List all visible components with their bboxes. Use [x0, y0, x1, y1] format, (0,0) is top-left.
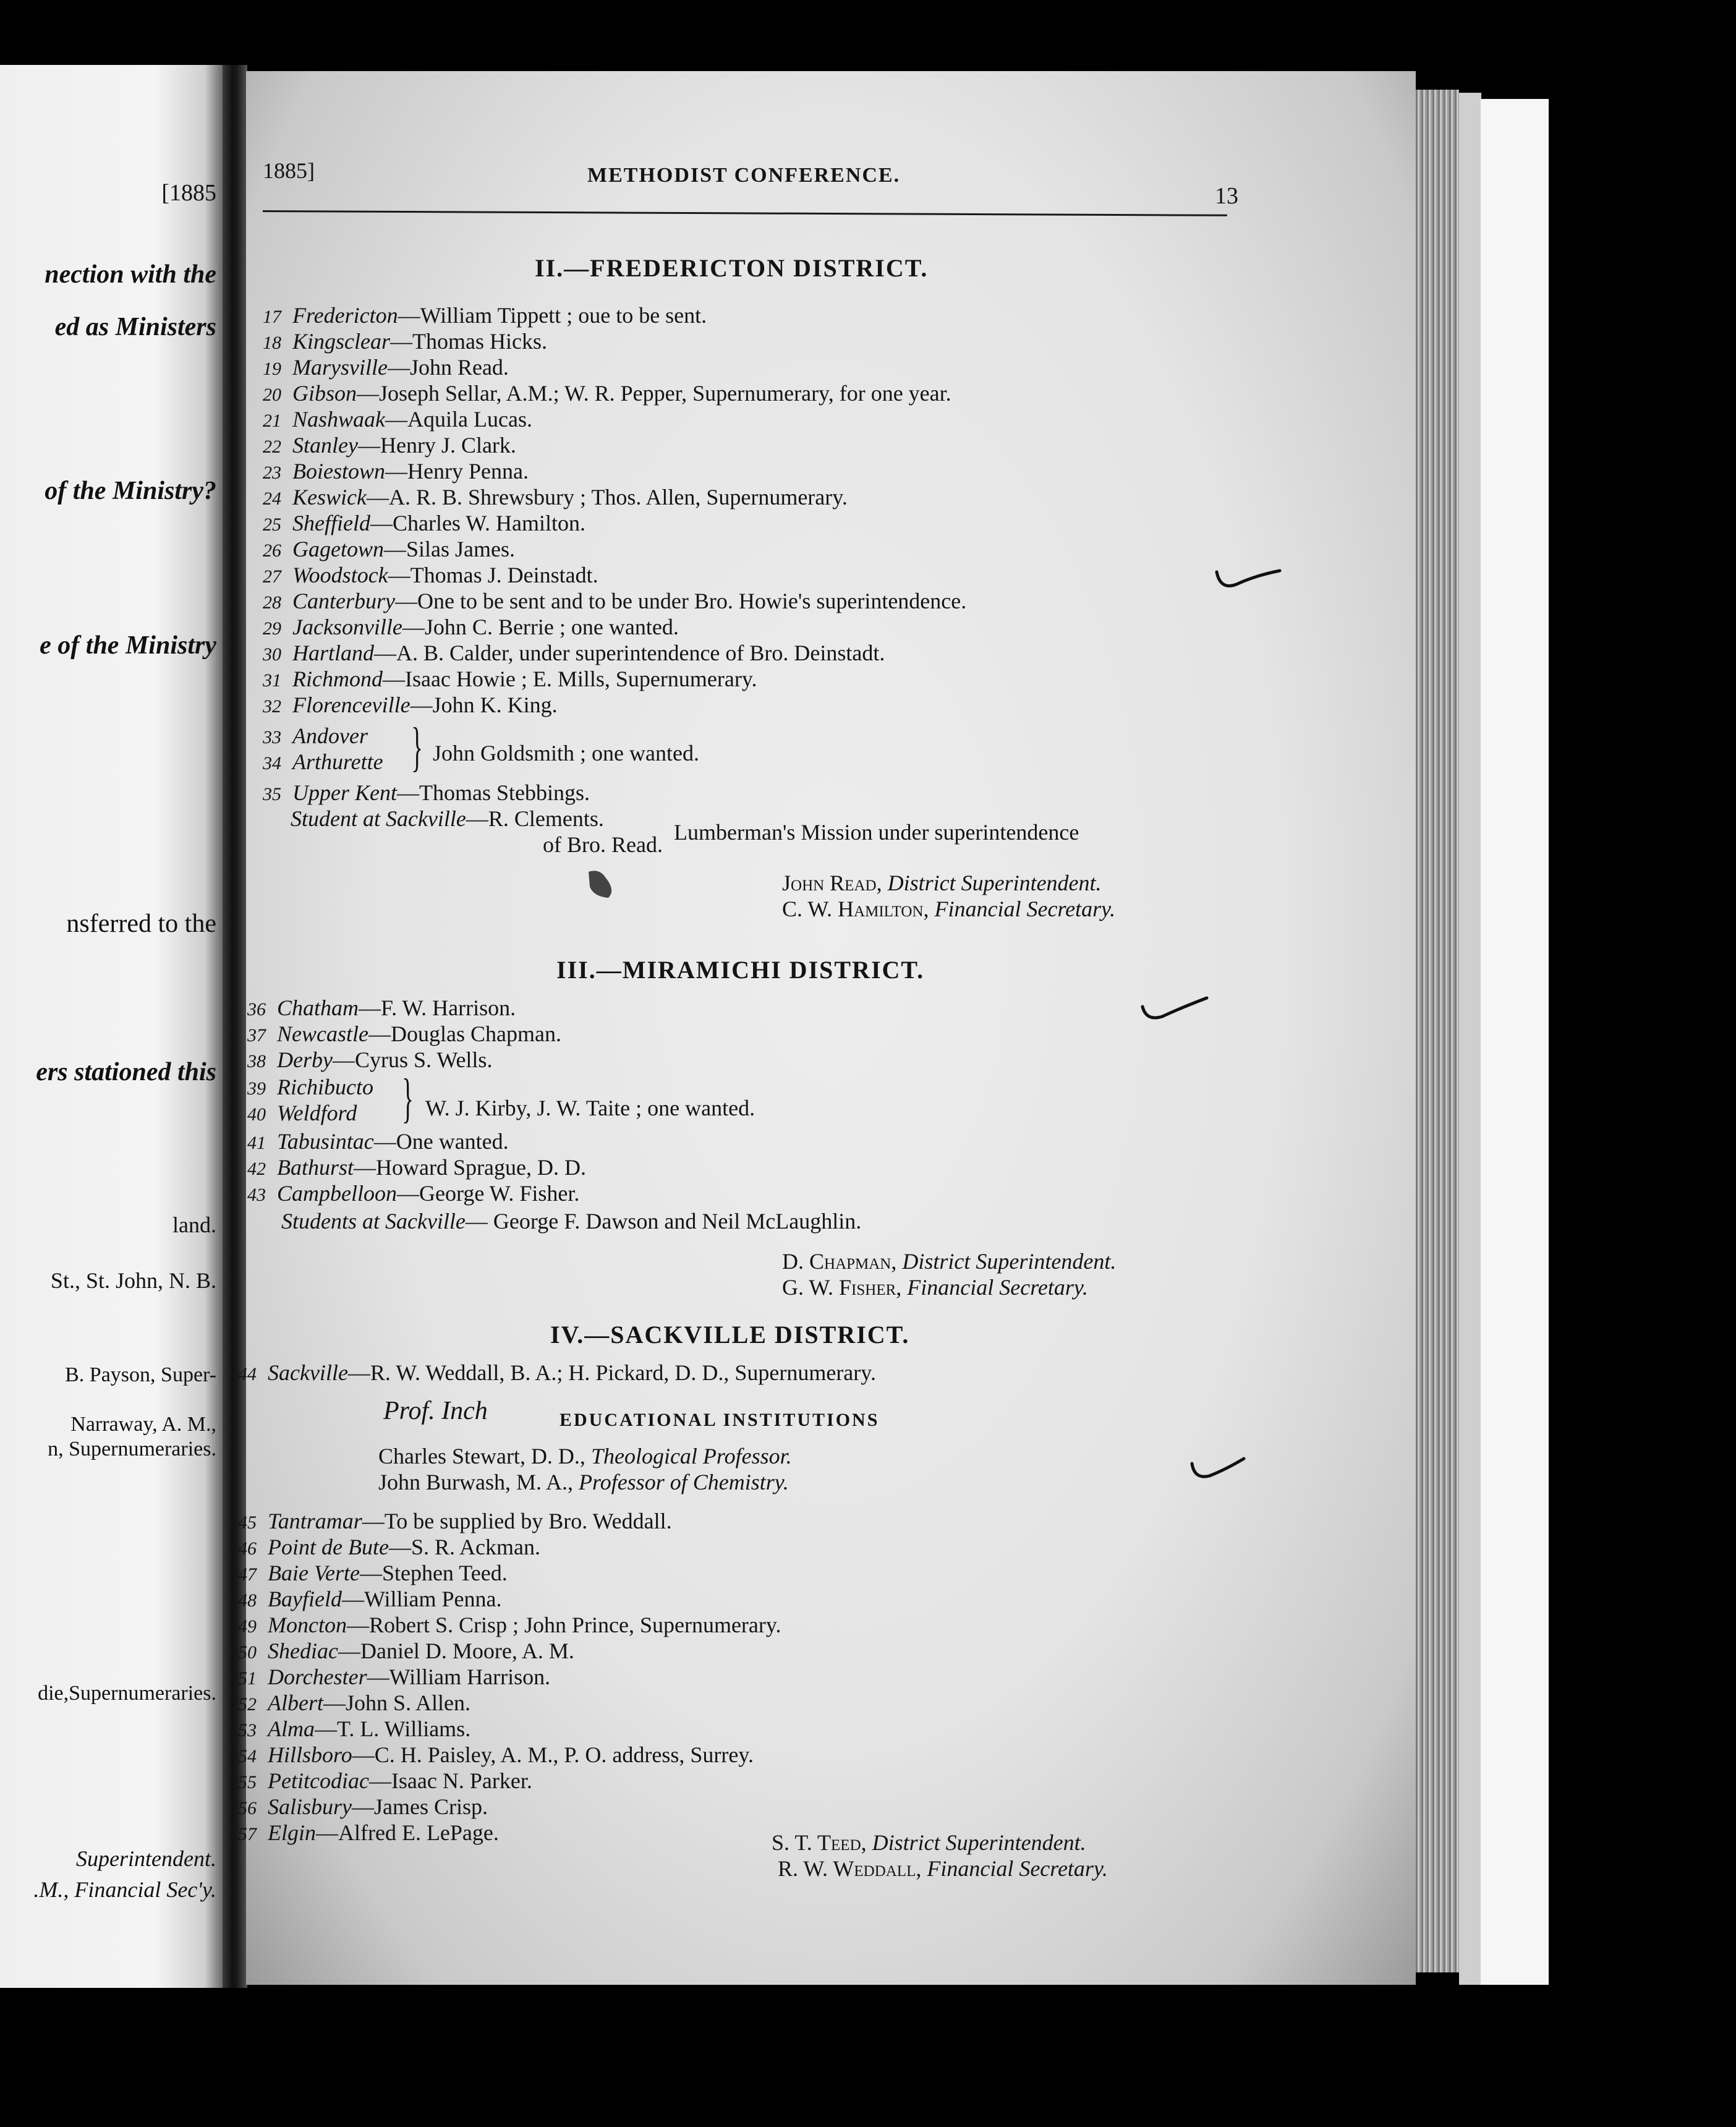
- station-text: —A. R. B. Shrewsbury ; Thos. Allen, Supernumerary.: [366, 485, 848, 509]
- entry-number: 21: [263, 411, 281, 431]
- station-text: —One to be sent and to be under Bro. Howie's superintendence.: [395, 589, 967, 613]
- ink-blot-icon: [581, 866, 618, 903]
- station-name: Upper Kent: [292, 780, 397, 805]
- entry-number: 45: [238, 1512, 257, 1533]
- professor-entry: [378, 1470, 789, 1494]
- district-heading: III.—MIRAMICHI DISTRICT.: [556, 956, 925, 984]
- left-page-line: n, Supernumeraries.: [48, 1438, 216, 1460]
- station-entry: [247, 1181, 579, 1208]
- entry-number: 56: [238, 1798, 257, 1818]
- station-entry: [263, 329, 547, 356]
- station-entry: [263, 485, 848, 511]
- station-entry: [263, 303, 707, 330]
- entry-number: 54: [238, 1746, 257, 1767]
- station-name: Dorchester: [268, 1665, 367, 1689]
- entry-number: 51: [238, 1668, 257, 1689]
- left-page-line: of the Ministry?: [45, 477, 216, 505]
- district-superintendent: [782, 871, 1102, 895]
- station-text: —Stephen Teed.: [359, 1561, 508, 1585]
- station-text: —Henry Penna.: [385, 459, 529, 484]
- entry-number: 22: [263, 437, 281, 457]
- station-name: Salisbury: [268, 1794, 352, 1819]
- entry-number: 39: [247, 1078, 266, 1099]
- station-text: —William Penna.: [341, 1587, 502, 1611]
- mission-note: Lumberman's Mission under superintendence: [674, 820, 1079, 845]
- station-name: Albert: [268, 1690, 323, 1715]
- left-page-line: ers stationed this: [36, 1058, 216, 1086]
- student-text: — George F. Dawson and Neil McLaughlin.: [465, 1209, 862, 1234]
- station-name: Andover: [292, 723, 368, 748]
- station-name: Chatham: [277, 995, 359, 1020]
- station-entry: [263, 511, 585, 537]
- station-name: Marysville: [292, 355, 388, 380]
- left-page-line: Narraway, A. M.,: [70, 1413, 216, 1436]
- entry-number: 35: [263, 784, 281, 804]
- entry-number: 27: [263, 566, 281, 587]
- entry-number: 18: [263, 333, 281, 353]
- station-text: —To be supplied by Bro. Weddall.: [362, 1509, 672, 1533]
- signature-role: Financial Secretary.: [934, 897, 1116, 921]
- entry-number: 32: [263, 696, 281, 717]
- station-text: —Daniel D. Moore, A. M.: [338, 1639, 574, 1663]
- station-entry: [238, 1561, 508, 1587]
- signature-name: G. W. Fisher,: [782, 1275, 902, 1300]
- entry-number: 33: [263, 727, 281, 748]
- station-name: Baie Verte: [268, 1561, 360, 1585]
- station-name: Stanley: [292, 433, 358, 458]
- financial-secretary: [782, 897, 1115, 921]
- entry-number: 46: [238, 1538, 257, 1559]
- station-name: Woodstock: [292, 563, 388, 587]
- station-entry: [263, 589, 966, 615]
- signature-role: District Superintendent.: [902, 1249, 1117, 1274]
- entry-number: 24: [263, 488, 281, 509]
- professor-role: Theological Professor.: [590, 1444, 792, 1468]
- station-entry: [263, 693, 558, 719]
- entry-number: 41: [247, 1133, 266, 1153]
- entry-number: 34: [263, 753, 281, 774]
- page-edge-strip: [1481, 99, 1549, 1985]
- signature-role: Financial Secretary.: [927, 1856, 1108, 1881]
- signature-name: R. W. Weddall,: [778, 1856, 922, 1881]
- entry-number: 31: [263, 670, 281, 691]
- professor-name: John Burwash, M. A.,: [378, 1470, 574, 1494]
- station-name: Jacksonville: [292, 615, 402, 639]
- station-entry: [238, 1742, 754, 1769]
- station-name: Gagetown: [292, 537, 384, 561]
- page-number: 13: [1215, 183, 1238, 209]
- station-entry: [263, 563, 598, 589]
- station-entry: [247, 1047, 492, 1074]
- station-text: —Douglas Chapman.: [368, 1021, 561, 1046]
- entry-number: 55: [238, 1772, 257, 1792]
- station-entry: [247, 1021, 561, 1048]
- station-name: Gibson: [292, 381, 357, 406]
- entry-number: 37: [247, 1025, 266, 1046]
- station-text: —Charles W. Hamilton.: [370, 511, 585, 535]
- braced-text: John Goldsmith ; one wanted.: [433, 741, 699, 765]
- station-entry: [238, 1794, 488, 1821]
- station-entry: [238, 1360, 876, 1387]
- station-entry: [247, 1155, 586, 1182]
- financial-secretary: [782, 1275, 1088, 1300]
- entry-number: 42: [247, 1159, 266, 1179]
- station-text: —Howard Sprague, D. D.: [354, 1155, 586, 1180]
- entry-number: 57: [238, 1824, 257, 1844]
- left-page-line: die,Supernumeraries.: [38, 1682, 216, 1705]
- station-name: Weldford: [277, 1101, 357, 1125]
- check-mark-icon: [1212, 560, 1286, 597]
- braced-text: W. J. Kirby, J. W. Taite ; one wanted.: [425, 1096, 755, 1120]
- station-text: —F. W. Harrison.: [359, 995, 516, 1020]
- station-text: —One wanted.: [373, 1129, 509, 1154]
- entry-number: 29: [263, 618, 281, 639]
- station-entry: [238, 1613, 781, 1639]
- left-page-line: nsferred to the: [66, 910, 216, 938]
- entry-number: 48: [238, 1590, 257, 1611]
- mission-note-cont: of Bro. Read.: [543, 832, 663, 857]
- station-name: Tantramar: [268, 1509, 362, 1533]
- signature-name: S. T. Teed,: [772, 1830, 867, 1855]
- student-entry: [281, 1209, 861, 1234]
- station-text: —William Harrison.: [367, 1665, 551, 1689]
- entry-number: 23: [263, 462, 281, 483]
- left-page-line: St., St. John, N. B.: [50, 1268, 216, 1293]
- professor-entry: [378, 1444, 792, 1468]
- station-name: Boiestown: [292, 459, 385, 484]
- left-facing-page: [0, 65, 223, 1988]
- left-page-line: e of the Ministry: [40, 631, 216, 660]
- check-mark-icon: [1187, 1450, 1249, 1487]
- signature-role: District Superintendent.: [887, 871, 1102, 895]
- station-entry: [263, 407, 532, 433]
- station-text: —John K. King.: [410, 693, 558, 717]
- station-entry: [263, 641, 885, 667]
- station-name: Sheffield: [292, 511, 370, 535]
- station-name: Nashwaak: [292, 407, 386, 432]
- district-heading: II.—FREDERICTON DISTRICT.: [535, 254, 929, 282]
- station-entry: [238, 1820, 499, 1847]
- station-text: —A. B. Calder, under superintendence of Bro. Deinstadt.: [374, 641, 885, 665]
- station-entry: [263, 667, 757, 693]
- station-text: —Henry J. Clark.: [357, 433, 516, 458]
- station-name: Kingsclear: [292, 329, 390, 354]
- station-text: —R. W. Weddall, B. A.; H. Pickard, D. D., Supernumerary.: [347, 1360, 876, 1385]
- entry-number: 47: [238, 1564, 257, 1585]
- station-entry: [238, 1690, 470, 1717]
- entry-number: 52: [238, 1694, 257, 1715]
- entry-number: 53: [238, 1720, 257, 1741]
- station-text: —John C. Berrie ; one wanted.: [402, 615, 679, 639]
- station-name: Hillsboro: [268, 1742, 352, 1767]
- check-mark-icon: [1138, 989, 1212, 1026]
- station-name: Richmond: [292, 667, 383, 691]
- station-entry: [263, 537, 515, 563]
- station-entry: [263, 381, 951, 407]
- station-text: —Isaac N. Parker.: [368, 1768, 532, 1793]
- station-name: Campbelloon: [277, 1181, 397, 1206]
- page-edge-strip: [1459, 93, 1481, 1985]
- entry-number: 44: [238, 1364, 257, 1384]
- entry-number: 19: [263, 359, 281, 379]
- page-edges: [1416, 90, 1459, 1972]
- station-text: —T. L. Williams.: [315, 1716, 471, 1741]
- station-entry: [263, 433, 516, 459]
- signature-role: District Superintendent.: [872, 1830, 1086, 1855]
- entry-number: 49: [238, 1616, 257, 1637]
- station-text: —James Crisp.: [352, 1794, 488, 1819]
- station-entry: [263, 749, 383, 776]
- station-text: —John S. Allen.: [323, 1690, 471, 1715]
- station-text: —Silas James.: [384, 537, 515, 561]
- station-name: Alma: [268, 1716, 315, 1741]
- left-page-header: [1885: [161, 180, 216, 206]
- professor-name: Charles Stewart, D. D.,: [378, 1444, 585, 1468]
- entry-number: 28: [263, 592, 281, 613]
- station-text: —Alfred E. LePage.: [316, 1820, 499, 1845]
- brace: }: [402, 1068, 414, 1128]
- station-entry: [263, 615, 679, 641]
- entry-number: 36: [247, 999, 266, 1020]
- station-entry: [238, 1509, 672, 1535]
- station-entry: [238, 1535, 540, 1561]
- entry-number: 30: [263, 644, 281, 665]
- entry-number: 38: [247, 1051, 266, 1072]
- station-name: Derby: [277, 1047, 333, 1072]
- district-heading: IV.—SACKVILLE DISTRICT.: [550, 1321, 910, 1349]
- station-entry: [238, 1587, 501, 1613]
- station-entry: [238, 1716, 470, 1743]
- station-entry: [238, 1665, 550, 1691]
- station-name: Sackville: [268, 1360, 348, 1385]
- station-name: Bathurst: [277, 1155, 354, 1180]
- signature-name: C. W. Hamilton,: [782, 897, 929, 921]
- financial-secretary: [778, 1856, 1108, 1881]
- left-page-line: ed as Ministers: [54, 313, 216, 341]
- station-entry: [238, 1768, 532, 1795]
- entry-number: 26: [263, 540, 281, 561]
- station-text: —Isaac Howie ; E. Mills, Supernumerary.: [382, 667, 757, 691]
- entry-number: 17: [263, 307, 281, 327]
- entry-number: 50: [238, 1642, 257, 1663]
- signature-name: D. Chapman,: [782, 1249, 897, 1274]
- station-text: —Joseph Sellar, A.M.; W. R. Pepper, Supernumerary, for one year.: [357, 381, 951, 406]
- entry-number: 40: [247, 1104, 266, 1125]
- district-superintendent: [772, 1830, 1086, 1855]
- station-text: —C. H. Paisley, A. M., P. O. address, Surrey.: [352, 1742, 754, 1767]
- station-text: —Aquila Lucas.: [385, 407, 532, 432]
- professor-role: Professor of Chemistry.: [579, 1470, 789, 1494]
- station-text: —William Tippett ; oue to be sent.: [398, 303, 707, 328]
- station-entry: [247, 1101, 357, 1127]
- station-text: —Cyrus S. Wells.: [332, 1047, 493, 1072]
- station-entry: [263, 355, 509, 381]
- brace: }: [411, 717, 423, 777]
- station-name: Petitcodiac: [268, 1768, 369, 1793]
- station-entry: [263, 780, 590, 807]
- entry-number: 20: [263, 385, 281, 405]
- header-title: METHODIST CONFERENCE.: [587, 164, 901, 187]
- entry-number: 25: [263, 514, 281, 535]
- left-page-line: land.: [172, 1213, 216, 1237]
- station-text: —Robert S. Crisp ; John Prince, Supernumerary.: [346, 1613, 781, 1637]
- station-name: Fredericton: [292, 303, 398, 328]
- station-entry: [263, 459, 529, 485]
- signature-role: Financial Secretary.: [907, 1275, 1088, 1300]
- station-name: Florenceville: [292, 693, 411, 717]
- station-name: Elgin: [268, 1820, 316, 1845]
- left-page-signature: .M., Financial Sec'y.: [33, 1877, 216, 1902]
- station-text: —John Read.: [387, 355, 509, 380]
- station-text: —S. R. Ackman.: [388, 1535, 540, 1559]
- station-name: Bayfield: [268, 1587, 342, 1611]
- district-superintendent: [782, 1249, 1116, 1274]
- header-year: 1885]: [263, 158, 315, 183]
- student-text: —R. Clements.: [466, 806, 604, 831]
- station-entry: [247, 1129, 509, 1156]
- handwritten-note: Prof. Inch: [383, 1397, 488, 1425]
- station-entry: [247, 995, 516, 1022]
- signature-name: John Read,: [782, 871, 882, 895]
- entry-number: 43: [247, 1185, 266, 1205]
- station-name: Richibucto: [277, 1075, 373, 1099]
- student-entry: [291, 806, 604, 831]
- left-page-signature: Superintendent.: [76, 1846, 216, 1871]
- station-name: Keswick: [292, 485, 367, 509]
- student-label: Student at Sackville: [291, 806, 466, 831]
- station-name: Moncton: [268, 1613, 347, 1637]
- station-name: Canterbury: [292, 589, 395, 613]
- station-name: Hartland: [292, 641, 375, 665]
- station-entry: [238, 1639, 574, 1665]
- station-entry: [247, 1075, 373, 1101]
- station-name: Point de Bute: [268, 1535, 389, 1559]
- station-name: Newcastle: [277, 1021, 368, 1046]
- left-page-line: nection with the: [45, 260, 216, 289]
- left-page-line: B. Payson, Super-: [65, 1363, 216, 1386]
- station-text: —George W. Fisher.: [397, 1181, 580, 1206]
- station-text: —Thomas Hicks.: [390, 329, 547, 354]
- station-name: Arthurette: [292, 749, 383, 774]
- station-name: Shediac: [268, 1639, 338, 1663]
- station-text: —Thomas J. Deinstadt.: [388, 563, 598, 587]
- student-label: Students at Sackville: [281, 1209, 466, 1234]
- station-entry: [263, 723, 368, 750]
- station-text: —Thomas Stebbings.: [396, 780, 590, 805]
- educational-heading: EDUCATIONAL INSTITUTIONS: [560, 1410, 880, 1430]
- station-name: Tabusintac: [277, 1129, 374, 1154]
